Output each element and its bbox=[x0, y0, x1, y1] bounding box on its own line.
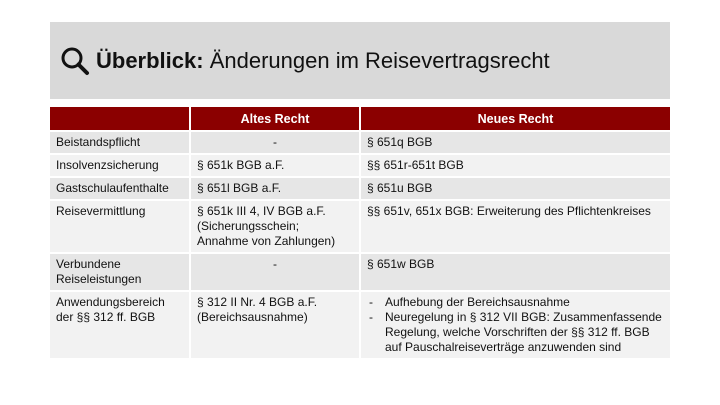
cell-topic bbox=[50, 291, 190, 358]
header-topic bbox=[50, 107, 190, 131]
cell-new: § 651q BGB bbox=[360, 131, 670, 154]
title-band bbox=[50, 22, 670, 99]
cell-topic-line: Anwendungsbereich bbox=[56, 295, 165, 309]
cell-old-line: Annahme von Zahlungen) bbox=[197, 234, 336, 248]
cell-old: - bbox=[190, 131, 360, 154]
cell-topic-line: der §§ 312 ff. BGB bbox=[56, 310, 156, 324]
table-row bbox=[50, 253, 670, 291]
table-row bbox=[50, 177, 670, 200]
cell-new: § 651w BGB bbox=[360, 253, 670, 291]
cell-old bbox=[190, 200, 360, 253]
cell-topic: Insolvenzsicherung bbox=[50, 154, 190, 177]
header-old-law: Altes Recht bbox=[190, 107, 360, 131]
bullet-line: - Aufhebung der Bereichsausnahme bbox=[385, 295, 570, 309]
cell-old bbox=[190, 291, 360, 358]
cell-topic: Gastschulaufenthalte bbox=[50, 177, 190, 200]
title-rest: Änderungen im Reisevertragsrecht bbox=[209, 47, 550, 73]
cell-topic: Reisevermittlung bbox=[50, 200, 190, 253]
bullet-list bbox=[367, 295, 664, 355]
cell-old: § 651k BGB a.F. bbox=[190, 154, 360, 177]
cell-topic: Beistandspflicht bbox=[50, 131, 190, 154]
cell-topic-line: Reiseleistungen bbox=[56, 272, 142, 286]
table-row bbox=[50, 291, 670, 358]
cell-old-line: (Bereichsausnahme) bbox=[197, 310, 308, 324]
bullet-item bbox=[367, 310, 664, 355]
cell-topic-line: Verbundene bbox=[56, 257, 121, 271]
bullet-line: auf Pauschalreiseverträge anzuwenden sind bbox=[385, 340, 622, 354]
cell-old-line: § 651k III 4, IV BGB a.F. bbox=[197, 204, 326, 218]
table-row bbox=[50, 131, 670, 154]
cell-old-line: § 312 II Nr. 4 BGB a.F. bbox=[197, 295, 318, 309]
cell-old: § 651l BGB a.F. bbox=[190, 177, 360, 200]
table-row bbox=[50, 154, 670, 177]
magnifier-icon bbox=[60, 46, 90, 76]
page-title bbox=[96, 48, 550, 74]
cell-topic bbox=[50, 253, 190, 291]
table-row bbox=[50, 200, 670, 253]
cell-new: §§ 651r-651t BGB bbox=[360, 154, 670, 177]
title-bold: Überblick: bbox=[96, 47, 204, 73]
cell-new: §§ 651v, 651x BGB: Erweiterung des Pflichtenkreises bbox=[360, 200, 670, 253]
bullet-line: - Neuregelung in § 312 VII BGB: Zusammenfassende bbox=[385, 310, 662, 324]
header-new-law: Neues Recht bbox=[360, 107, 670, 131]
bullet-line: Regelung, welche Vorschriften der §§ 312 ff. BGB bbox=[385, 325, 650, 339]
cell-old: - bbox=[190, 253, 360, 291]
comparison-table bbox=[50, 107, 670, 358]
table-header-row bbox=[50, 107, 670, 131]
cell-new bbox=[360, 291, 670, 358]
cell-new: § 651u BGB bbox=[360, 177, 670, 200]
bullet-item bbox=[367, 295, 664, 310]
cell-old-line: (Sicherungsschein; bbox=[197, 219, 300, 233]
